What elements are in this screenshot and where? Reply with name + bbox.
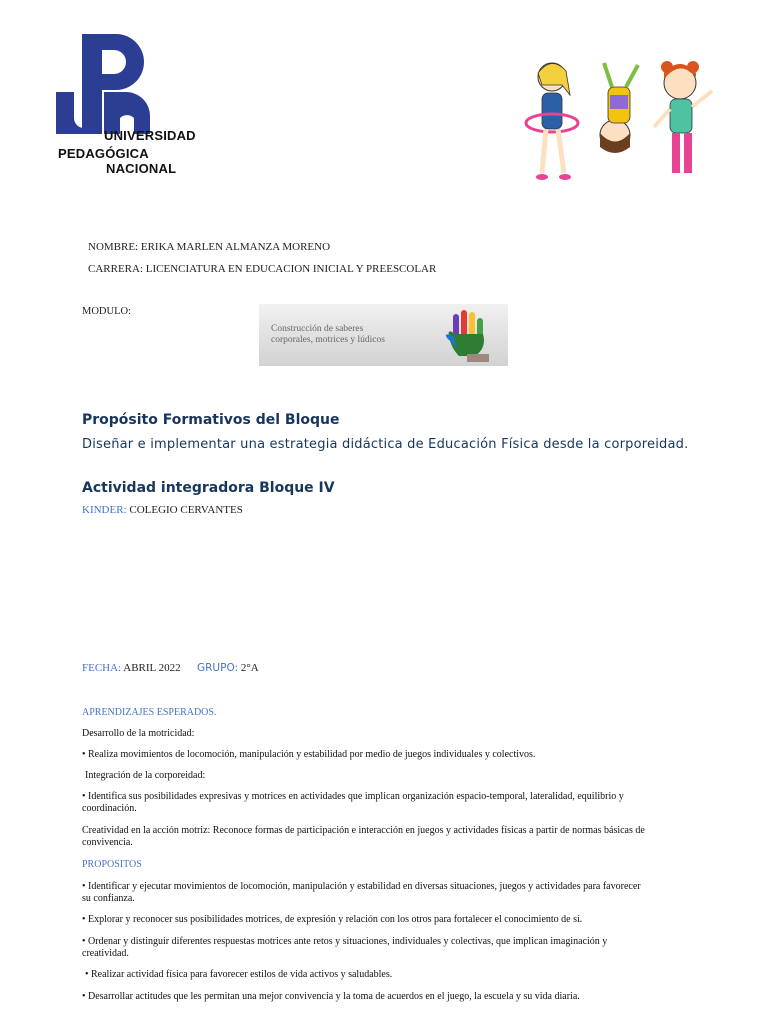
- fecha-line: [82, 662, 181, 675]
- proposito-item5: • Desarrollar actitudes que les permitan una mejor convivencia y la toma de acuerdos en el juego, la escuela y su vida diaria.: [82, 991, 580, 1002]
- aprendizajes-item2-line2: coordinación.: [82, 803, 137, 814]
- aprendizajes-item3: [82, 825, 682, 849]
- proposito-item3: [82, 936, 682, 960]
- grupo-line: [197, 662, 259, 675]
- grupo-value: 2°A: [240, 662, 259, 674]
- logo-word-pedagogica: PEDAGÓGICA: [58, 146, 149, 161]
- university-logo: [54, 34, 224, 184]
- kinder-value: COLEGIO CERVANTES: [129, 504, 243, 516]
- colorful-hand-icon: [445, 308, 495, 364]
- proposito-title: Propósito Formativos del Bloque: [82, 412, 340, 428]
- aprendizajes-item3-line2: convivencia.: [82, 837, 133, 848]
- student-career: CARRERA: LICENCIATURA EN EDUCACION INICIAL Y PREESCOLAR: [88, 263, 437, 275]
- actividad-title: Actividad integradora Bloque IV: [82, 480, 335, 496]
- module-banner-line1: Construcción de saberes: [271, 324, 364, 334]
- propositos-title: PROPOSITOS: [82, 859, 142, 870]
- fecha-label: FECHA:: [82, 662, 122, 674]
- grupo-label: GRUPO:: [197, 662, 239, 674]
- aprendizajes-item2: [82, 791, 682, 815]
- aprendizajes-item1: • Realiza movimientos de locomoción, manipulación y estabilidad por medio de juegos individuales y colectivos.: [82, 749, 536, 760]
- aprendizajes-item3-line1: Creatividad en la acción motriz: Reconoce formas de participación e interacción en juegos y actividades físicas a partir de normas básicas de: [82, 825, 645, 836]
- kinder-label: KINDER:: [82, 504, 127, 516]
- proposito-item1-line1: • Identificar y ejecutar movimientos de locomoción, manipulación y estabilidad en diversas situaciones, juegos y actividades para favorecer: [82, 881, 641, 892]
- proposito-item3-line2: creatividad.: [82, 948, 129, 959]
- kids-illustration: [520, 55, 730, 185]
- logo-word-universidad: UNIVERSIDAD: [104, 128, 196, 143]
- aprendizajes-item2-line1: • Identifica sus posibilidades expresivas y motrices en actividades que implican organización espacio-temporal, lateralidad, equilibrio y: [82, 791, 624, 802]
- module-banner-line2: corporales, motrices y lúdicos: [271, 335, 385, 345]
- module-banner-text: [271, 324, 385, 346]
- logo-word-nacional: NACIONAL: [106, 161, 177, 176]
- proposito-item2: • Explorar y reconocer sus posibilidades motrices, de expresión y relación con los otros para fortalecer el conocimiento de sí.: [82, 914, 583, 925]
- aprendizajes-title: APRENDIZAJES ESPERADOS.: [82, 707, 217, 718]
- proposito-item1-line2: su confianza.: [82, 893, 135, 904]
- kinder-line: [82, 504, 243, 517]
- student-name: NOMBRE: ERIKA MARLEN ALMANZA MORENO: [88, 241, 331, 253]
- fecha-value: ABRIL 2022: [123, 662, 181, 674]
- aprendizajes-sub1: Desarrollo de la motricidad:: [82, 728, 195, 739]
- children-playing-icon: [520, 55, 730, 185]
- module-label: MODULO:: [82, 306, 131, 317]
- proposito-text: Diseñar e implementar una estrategia didáctica de Educación Física desde la corporeidad.: [82, 437, 689, 452]
- proposito-item4: • Realizar actividad física para favorecer estilos de vida activos y saludables.: [85, 969, 393, 980]
- module-banner: [259, 304, 508, 366]
- aprendizajes-sub2: Integración de la corporeidad:: [85, 770, 206, 781]
- proposito-item1: [82, 881, 682, 905]
- proposito-item3-line1: • Ordenar y distinguir diferentes respuestas motrices ante retos y situaciones, individuales y colectivas, que implican imaginación y: [82, 936, 608, 947]
